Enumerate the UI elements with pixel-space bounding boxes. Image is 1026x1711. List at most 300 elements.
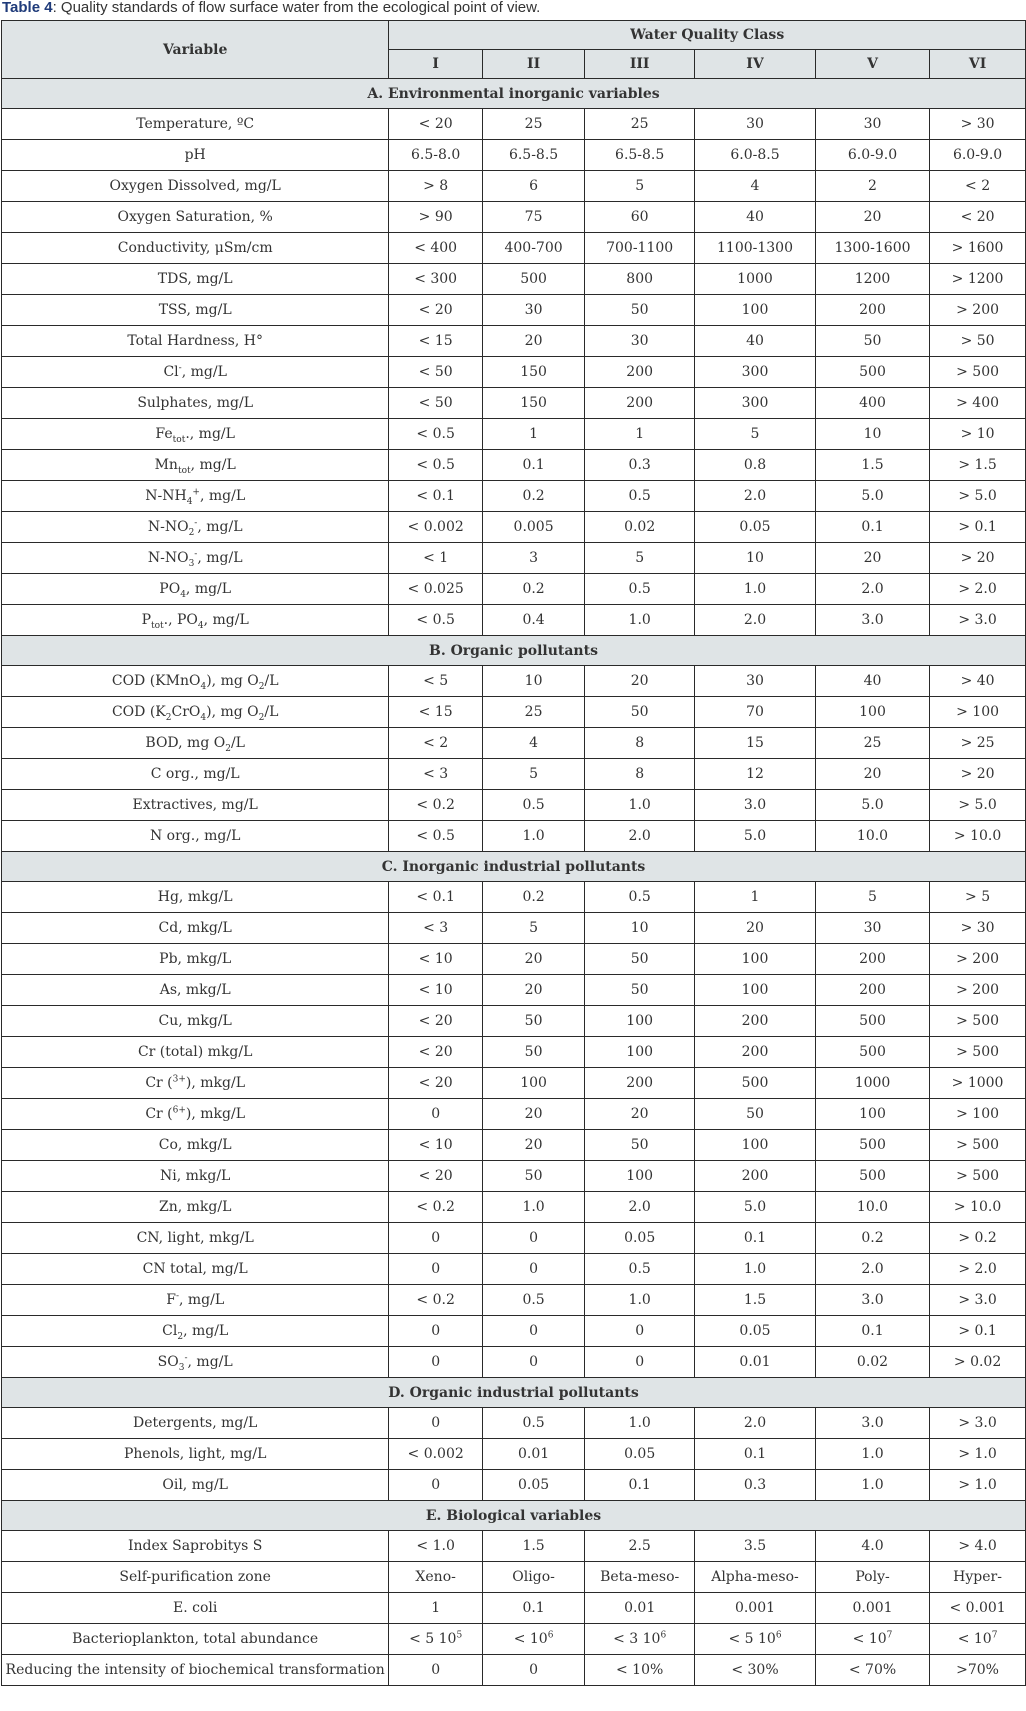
- table-row: [2, 1254, 1026, 1285]
- class-value-cell: 200: [815, 975, 929, 1006]
- class-value-cell: > 500: [930, 1037, 1026, 1068]
- class-value-cell: 1.0: [585, 790, 695, 821]
- class-value-cell: 0.02: [585, 512, 695, 543]
- variable-cell: Sulphates, mg/L: [2, 388, 389, 419]
- table-row: [2, 543, 1026, 574]
- variable-cell: N org., mg/L: [2, 821, 389, 852]
- class-value-cell: > 10.0: [930, 1192, 1026, 1223]
- class-value-cell: 0: [389, 1347, 483, 1378]
- class-value-cell: > 50: [930, 326, 1026, 357]
- variable-cell: Extractives, mg/L: [2, 790, 389, 821]
- variable-cell: C org., mg/L: [2, 759, 389, 790]
- class-value-cell: 50: [695, 1099, 816, 1130]
- variable-cell: Conductivity, μSm/cm: [2, 233, 389, 264]
- class-value-cell: Alpha-meso-: [695, 1562, 816, 1593]
- class-value-cell: > 0.1: [930, 1316, 1026, 1347]
- table-caption-label: Table 4: [2, 0, 53, 16]
- class-value-cell: 6.0-9.0: [930, 140, 1026, 171]
- variable-cell: Cr (total) mkg/L: [2, 1037, 389, 1068]
- variable-cell: TDS, mg/L: [2, 264, 389, 295]
- table-caption: [2, 0, 540, 16]
- class-value-cell: 0: [482, 1254, 584, 1285]
- class-value-cell: < 20: [389, 1161, 483, 1192]
- class-value-cell: 4: [695, 171, 816, 202]
- class-value-cell: < 15: [389, 697, 483, 728]
- class-value-cell: 30: [695, 109, 816, 140]
- variable-cell: BOD, mg $O_2/L$: [2, 728, 389, 759]
- header-water-quality-class: Water Quality Class: [389, 21, 1026, 50]
- variable-cell: CN total, mg/L: [2, 1254, 389, 1285]
- class-value-cell: < $10^7$: [930, 1624, 1026, 1655]
- variable-cell: Co, mkg/L: [2, 1130, 389, 1161]
- class-value-cell: 50: [482, 1006, 584, 1037]
- class-value-cell: > 20: [930, 543, 1026, 574]
- class-value-cell: 1: [482, 419, 584, 450]
- class-value-cell: 5.0: [815, 790, 929, 821]
- class-value-cell: < 0.2: [389, 1285, 483, 1316]
- variable-cell: Hg, mkg/L: [2, 882, 389, 913]
- variable-cell: Cl-, mg/L: [2, 357, 389, 388]
- class-value-cell: 100: [585, 1161, 695, 1192]
- table-row: [2, 1470, 1026, 1501]
- variable-cell: Cd, mkg/L: [2, 913, 389, 944]
- class-value-cell: < 0.2: [389, 790, 483, 821]
- table-row: [2, 512, 1026, 543]
- class-value-cell: 6.5-8.0: [389, 140, 483, 171]
- class-value-cell: 2.5: [585, 1531, 695, 1562]
- class-value-cell: 50: [585, 1130, 695, 1161]
- variable-cell: COD $(K_2CrO_4)$, mg $O_2/L$: [2, 697, 389, 728]
- class-value-cell: 70: [695, 697, 816, 728]
- class-value-cell: < 50: [389, 388, 483, 419]
- class-value-cell: 2.0: [585, 1192, 695, 1223]
- class-value-cell: 5.0: [815, 481, 929, 512]
- class-value-cell: 150: [482, 388, 584, 419]
- class-value-cell: > 1000: [930, 1068, 1026, 1099]
- class-value-cell: 50: [585, 295, 695, 326]
- class-value-cell: 0: [585, 1347, 695, 1378]
- class-value-cell: 5: [585, 171, 695, 202]
- class-value-cell: 150: [482, 357, 584, 388]
- table-row: [2, 728, 1026, 759]
- class-value-cell: >70%: [930, 1655, 1026, 1686]
- class-value-cell: 300: [695, 388, 816, 419]
- class-value-cell: 20: [815, 543, 929, 574]
- class-value-cell: 0: [482, 1316, 584, 1347]
- variable-cell: $N-NH_4^+$, mg/L: [2, 481, 389, 512]
- table-body: [2, 79, 1026, 1686]
- class-value-cell: 3.0: [815, 1285, 929, 1316]
- variable-cell: pH: [2, 140, 389, 171]
- class-value-cell: 15: [695, 728, 816, 759]
- variable-cell: $P_{tot}$., $PO_4$, mg/L: [2, 605, 389, 636]
- class-value-cell: 200: [585, 357, 695, 388]
- class-value-cell: 100: [585, 1006, 695, 1037]
- table-row: [2, 419, 1026, 450]
- section-row: [2, 79, 1026, 109]
- class-value-cell: 100: [585, 1037, 695, 1068]
- class-value-cell: 50: [585, 697, 695, 728]
- class-value-cell: 20: [482, 326, 584, 357]
- class-value-cell: 200: [815, 295, 929, 326]
- class-value-cell: 800: [585, 264, 695, 295]
- variable-cell: F-, mg/L: [2, 1285, 389, 1316]
- class-value-cell: 1.0: [482, 1192, 584, 1223]
- class-value-cell: 1.0: [815, 1470, 929, 1501]
- class-value-cell: > 4.0: [930, 1531, 1026, 1562]
- variable-cell: $Mn_{tot}$, mg/L: [2, 450, 389, 481]
- water-quality-table: [1, 20, 1026, 1686]
- class-value-cell: < 1: [389, 543, 483, 574]
- variable-cell: Reducing the intensity of biochemical transformation: [2, 1655, 389, 1686]
- class-value-cell: 5: [815, 882, 929, 913]
- table-row: [2, 1347, 1026, 1378]
- class-value-cell: 50: [815, 326, 929, 357]
- variable-cell: Pb, mkg/L: [2, 944, 389, 975]
- class-value-cell: < 10%: [585, 1655, 695, 1686]
- class-value-cell: > 200: [930, 295, 1026, 326]
- variable-cell: Ni, mkg/L: [2, 1161, 389, 1192]
- class-value-cell: < 0.5: [389, 450, 483, 481]
- table-row: [2, 357, 1026, 388]
- class-value-cell: < 20: [389, 1006, 483, 1037]
- class-value-cell: < 0.2: [389, 1192, 483, 1223]
- class-value-cell: 1.0: [482, 821, 584, 852]
- class-value-cell: 3.0: [815, 1408, 929, 1439]
- class-value-cell: 100: [815, 697, 929, 728]
- class-value-cell: 12: [695, 759, 816, 790]
- class-value-cell: 200: [585, 388, 695, 419]
- header-class-iii: III: [585, 50, 695, 79]
- class-value-cell: 6.5-8.5: [482, 140, 584, 171]
- class-value-cell: 0.02: [815, 1347, 929, 1378]
- class-value-cell: < 70%: [815, 1655, 929, 1686]
- class-value-cell: 10.0: [815, 821, 929, 852]
- class-value-cell: 0.1: [815, 1316, 929, 1347]
- class-value-cell: 700-1100: [585, 233, 695, 264]
- class-value-cell: 0.2: [815, 1223, 929, 1254]
- table-row: [2, 109, 1026, 140]
- table-row: [2, 264, 1026, 295]
- class-value-cell: > 0.2: [930, 1223, 1026, 1254]
- class-value-cell: > 25: [930, 728, 1026, 759]
- class-value-cell: 0: [389, 1254, 483, 1285]
- class-value-cell: 25: [482, 697, 584, 728]
- class-value-cell: 0: [389, 1655, 483, 1686]
- class-value-cell: 500: [815, 1161, 929, 1192]
- class-value-cell: > 5: [930, 882, 1026, 913]
- class-value-cell: 10.0: [815, 1192, 929, 1223]
- class-value-cell: 20: [815, 759, 929, 790]
- table-header: [2, 21, 1026, 79]
- class-value-cell: > 1600: [930, 233, 1026, 264]
- class-value-cell: < 3: [389, 913, 483, 944]
- section-title: B. Organic pollutants: [2, 636, 1026, 666]
- class-value-cell: 0: [585, 1316, 695, 1347]
- class-value-cell: 0.1: [585, 1470, 695, 1501]
- variable-cell: TSS, mg/L: [2, 295, 389, 326]
- class-value-cell: 200: [695, 1161, 816, 1192]
- class-value-cell: 30: [815, 913, 929, 944]
- class-value-cell: 100: [695, 1130, 816, 1161]
- class-value-cell: 3.5: [695, 1531, 816, 1562]
- class-value-cell: 0.5: [585, 1254, 695, 1285]
- table-row: [2, 450, 1026, 481]
- class-value-cell: < $10^6$: [482, 1624, 584, 1655]
- class-value-cell: 6.5-8.5: [585, 140, 695, 171]
- class-value-cell: 1.0: [585, 1408, 695, 1439]
- class-value-cell: < 50: [389, 357, 483, 388]
- variable-cell: Phenols, light, mg/L: [2, 1439, 389, 1470]
- class-value-cell: > 200: [930, 975, 1026, 1006]
- class-value-cell: 2.0: [585, 821, 695, 852]
- table-row: [2, 1161, 1026, 1192]
- table-row: [2, 1624, 1026, 1655]
- table-row: [2, 1439, 1026, 1470]
- table-row: [2, 388, 1026, 419]
- table-row: [2, 233, 1026, 264]
- class-value-cell: 500: [815, 357, 929, 388]
- class-value-cell: 200: [585, 1068, 695, 1099]
- section-row: [2, 1501, 1026, 1531]
- class-value-cell: < 20: [389, 1037, 483, 1068]
- class-value-cell: 1100-1300: [695, 233, 816, 264]
- class-value-cell: 300: [695, 357, 816, 388]
- class-value-cell: > 1200: [930, 264, 1026, 295]
- table-row: [2, 821, 1026, 852]
- class-value-cell: < 10: [389, 975, 483, 1006]
- variable-cell: $Fe_{tot}$., mg/L: [2, 419, 389, 450]
- class-value-cell: 0.8: [695, 450, 816, 481]
- class-value-cell: 0.05: [695, 1316, 816, 1347]
- table-row: [2, 1316, 1026, 1347]
- class-value-cell: 500: [815, 1130, 929, 1161]
- class-value-cell: 100: [482, 1068, 584, 1099]
- table-row: [2, 1531, 1026, 1562]
- class-value-cell: 0.4: [482, 605, 584, 636]
- table-row: [2, 481, 1026, 512]
- variable-cell: Cu, mkg/L: [2, 1006, 389, 1037]
- class-value-cell: 50: [482, 1037, 584, 1068]
- class-value-cell: 1.0: [815, 1439, 929, 1470]
- class-value-cell: < 15: [389, 326, 483, 357]
- variable-cell: E. coli: [2, 1593, 389, 1624]
- class-value-cell: 1.5: [695, 1285, 816, 1316]
- table-row: [2, 759, 1026, 790]
- class-value-cell: 2.0: [695, 481, 816, 512]
- table-row: [2, 913, 1026, 944]
- class-value-cell: > 10: [930, 419, 1026, 450]
- class-value-cell: < 10: [389, 1130, 483, 1161]
- class-value-cell: 20: [815, 202, 929, 233]
- class-value-cell: Beta-meso-: [585, 1562, 695, 1593]
- class-value-cell: 0.005: [482, 512, 584, 543]
- class-value-cell: < 2: [930, 171, 1026, 202]
- class-value-cell: 5.0: [695, 821, 816, 852]
- class-value-cell: 10: [585, 913, 695, 944]
- class-value-cell: 1300-1600: [815, 233, 929, 264]
- variable-cell: Zn, mkg/L: [2, 1192, 389, 1223]
- class-value-cell: 20: [482, 1130, 584, 1161]
- table-row: [2, 1562, 1026, 1593]
- class-value-cell: 100: [695, 975, 816, 1006]
- class-value-cell: 20: [482, 1099, 584, 1130]
- class-value-cell: > 2.0: [930, 1254, 1026, 1285]
- class-value-cell: > 3.0: [930, 1285, 1026, 1316]
- class-value-cell: Oligo-: [482, 1562, 584, 1593]
- class-value-cell: > 500: [930, 357, 1026, 388]
- table-row: [2, 1006, 1026, 1037]
- header-class-v: V: [815, 50, 929, 79]
- class-value-cell: 25: [815, 728, 929, 759]
- class-value-cell: 0: [389, 1316, 483, 1347]
- class-value-cell: 10: [815, 419, 929, 450]
- section-title: A. Environmental inorganic variables: [2, 79, 1026, 109]
- variable-cell: Cr ($^{6+}$), mkg/L: [2, 1099, 389, 1130]
- class-value-cell: 5: [482, 913, 584, 944]
- table-row: [2, 1068, 1026, 1099]
- section-title: D. Organic industrial pollutants: [2, 1378, 1026, 1408]
- class-value-cell: 40: [695, 326, 816, 357]
- class-value-cell: < 20: [930, 202, 1026, 233]
- class-value-cell: < 0.1: [389, 882, 483, 913]
- class-value-cell: 30: [695, 666, 816, 697]
- class-value-cell: 2.0: [815, 574, 929, 605]
- variable-cell: Bacterioplankton, total abundance: [2, 1624, 389, 1655]
- variable-cell: $PO_4$, mg/L: [2, 574, 389, 605]
- class-value-cell: 6.0-9.0: [815, 140, 929, 171]
- class-value-cell: 2.0: [695, 1408, 816, 1439]
- class-value-cell: 0: [482, 1655, 584, 1686]
- class-value-cell: > 100: [930, 1099, 1026, 1130]
- section-title: C. Inorganic industrial pollutants: [2, 852, 1026, 882]
- table-row: [2, 574, 1026, 605]
- variable-cell: Self-purification zone: [2, 1562, 389, 1593]
- class-value-cell: 0.05: [585, 1223, 695, 1254]
- table-row: [2, 140, 1026, 171]
- class-value-cell: > 30: [930, 109, 1026, 140]
- table-row: [2, 326, 1026, 357]
- header-class-vi: VI: [930, 50, 1026, 79]
- table-row: [2, 1408, 1026, 1439]
- class-value-cell: 20: [585, 1099, 695, 1130]
- class-value-cell: 1200: [815, 264, 929, 295]
- variable-cell: $Cl_2$, mg/L: [2, 1316, 389, 1347]
- class-value-cell: 25: [482, 109, 584, 140]
- class-value-cell: 100: [695, 944, 816, 975]
- table-caption-text: : Quality standards of flow surface water from the ecological point of view.: [52, 0, 541, 16]
- class-value-cell: 0: [389, 1099, 483, 1130]
- section-row: [2, 852, 1026, 882]
- class-value-cell: < 0.002: [389, 1439, 483, 1470]
- class-value-cell: 30: [585, 326, 695, 357]
- class-value-cell: 6: [482, 171, 584, 202]
- class-value-cell: > 1.5: [930, 450, 1026, 481]
- class-value-cell: < 5 $10^6$: [695, 1624, 816, 1655]
- class-value-cell: < 20: [389, 109, 483, 140]
- class-value-cell: 20: [482, 944, 584, 975]
- class-value-cell: < 300: [389, 264, 483, 295]
- class-value-cell: < 0.5: [389, 821, 483, 852]
- class-value-cell: Hyper-: [930, 1562, 1026, 1593]
- class-value-cell: 0.01: [482, 1439, 584, 1470]
- class-value-cell: 0: [389, 1408, 483, 1439]
- header-class-iv: IV: [695, 50, 816, 79]
- class-value-cell: 0.5: [585, 574, 695, 605]
- class-value-cell: 400-700: [482, 233, 584, 264]
- class-value-cell: 25: [585, 109, 695, 140]
- class-value-cell: 6.0-8.5: [695, 140, 816, 171]
- table-row: [2, 605, 1026, 636]
- class-value-cell: 10: [482, 666, 584, 697]
- variable-cell: Temperature, ºC: [2, 109, 389, 140]
- class-value-cell: < 400: [389, 233, 483, 264]
- class-value-cell: < 20: [389, 1068, 483, 1099]
- class-value-cell: > 400: [930, 388, 1026, 419]
- class-value-cell: > 90: [389, 202, 483, 233]
- class-value-cell: 1: [695, 882, 816, 913]
- class-value-cell: > 3.0: [930, 605, 1026, 636]
- class-value-cell: 0.05: [482, 1470, 584, 1501]
- class-value-cell: < 3: [389, 759, 483, 790]
- class-value-cell: 0.5: [482, 790, 584, 821]
- class-value-cell: > 3.0: [930, 1408, 1026, 1439]
- class-value-cell: 5.0: [695, 1192, 816, 1223]
- class-value-cell: 1.5: [815, 450, 929, 481]
- class-value-cell: 50: [585, 944, 695, 975]
- table-row: [2, 1593, 1026, 1624]
- class-value-cell: 20: [585, 666, 695, 697]
- table-row: [2, 1130, 1026, 1161]
- class-value-cell: 4: [482, 728, 584, 759]
- class-value-cell: 2.0: [815, 1254, 929, 1285]
- class-value-cell: 50: [585, 975, 695, 1006]
- class-value-cell: 5: [482, 759, 584, 790]
- class-value-cell: 1000: [695, 264, 816, 295]
- class-value-cell: > 0.1: [930, 512, 1026, 543]
- class-value-cell: Xeno-: [389, 1562, 483, 1593]
- class-value-cell: 0: [482, 1347, 584, 1378]
- class-value-cell: 0: [389, 1223, 483, 1254]
- class-value-cell: < 0.5: [389, 605, 483, 636]
- class-value-cell: 500: [815, 1037, 929, 1068]
- table-row: [2, 1285, 1026, 1316]
- class-value-cell: 0.001: [815, 1593, 929, 1624]
- class-value-cell: 0.5: [585, 481, 695, 512]
- class-value-cell: < 1.0: [389, 1531, 483, 1562]
- class-value-cell: > 1.0: [930, 1439, 1026, 1470]
- class-value-cell: 500: [815, 1006, 929, 1037]
- class-value-cell: 5: [695, 419, 816, 450]
- table-row: [2, 1223, 1026, 1254]
- class-value-cell: < 10: [389, 944, 483, 975]
- table-row: [2, 666, 1026, 697]
- header-class-ii: II: [482, 50, 584, 79]
- table-row: [2, 975, 1026, 1006]
- class-value-cell: 0.05: [695, 512, 816, 543]
- table-row: [2, 882, 1026, 913]
- class-value-cell: 100: [695, 295, 816, 326]
- class-value-cell: > 500: [930, 1006, 1026, 1037]
- class-value-cell: 0.5: [482, 1408, 584, 1439]
- section-title: E. Biological variables: [2, 1501, 1026, 1531]
- table-row: [2, 295, 1026, 326]
- class-value-cell: 3.0: [815, 605, 929, 636]
- class-value-cell: 3.0: [695, 790, 816, 821]
- table-row: [2, 1192, 1026, 1223]
- class-value-cell: 1: [389, 1593, 483, 1624]
- class-value-cell: > 10.0: [930, 821, 1026, 852]
